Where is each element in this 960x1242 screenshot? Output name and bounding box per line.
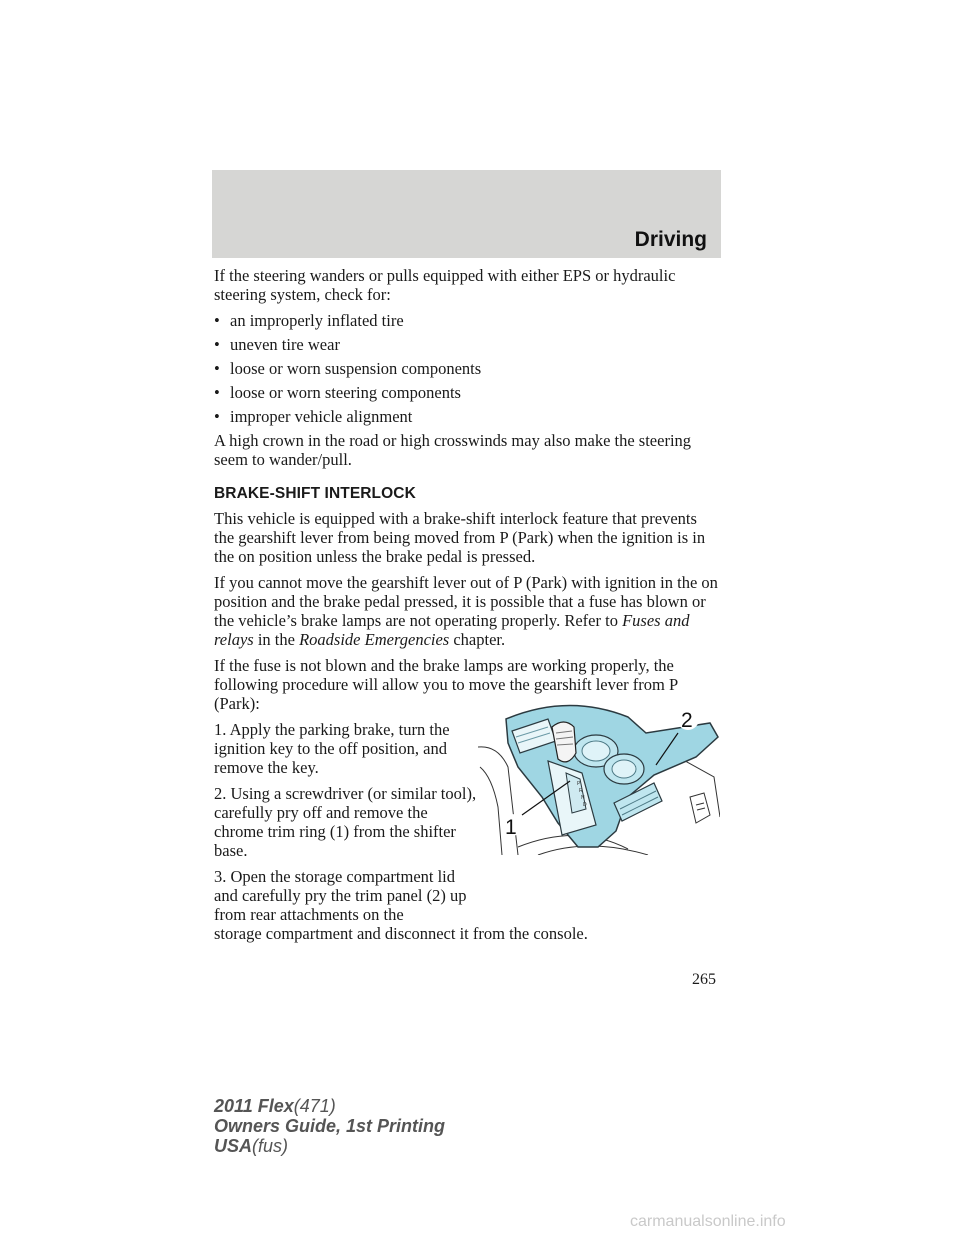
step-3: [214, 867, 720, 943]
gear-letter-d: D: [583, 802, 587, 808]
bullet-icon: •: [214, 335, 220, 354]
fuses-reference: Fuses and relays: [214, 611, 690, 649]
bullet-icon: •: [214, 383, 220, 402]
bullet-icon: •: [214, 407, 220, 426]
section-header-band: [212, 170, 721, 258]
page-number: 265: [692, 971, 716, 988]
list-item: • loose or worn suspension components: [214, 359, 482, 378]
gear-letter-p: P: [577, 781, 581, 787]
step-1: 1. Apply the parking brake, turn the ignition key to the off position, and remove the key.: [214, 720, 450, 777]
list-item: • improper vehicle alignment: [214, 407, 413, 426]
step-3-wrapped-part: 3. Open the storage compartment lid and carefully pry the trim panel (2) up from rear attachments on the: [214, 867, 467, 924]
roadside-reference: Roadside Emergencies: [299, 630, 450, 649]
steering-intro: If the steering wanders or pulls equipped with either EPS or hydraulic steering system, check for:: [214, 266, 676, 304]
callout-2-label: 2: [681, 709, 693, 732]
bullet-icon: •: [214, 311, 220, 330]
bullet-icon: •: [214, 359, 220, 378]
callout-1-label: 1: [505, 816, 517, 839]
watermark-text[interactable]: carmanualsonline.info: [630, 1213, 786, 1230]
footer-line-2: Owners Guide, 1st Printing: [214, 1116, 446, 1136]
cannot-move-paragraph: If you cannot move the gearshift lever out of P (Park) with ignition in the on position and the brake pedal pressed, it is possible that a fuse has blown or the vehicle’s brake lamps are not operating properly. Refer to Fuses and relays in the Roadside Emergencies chapter.: [214, 573, 718, 649]
list-item: • an improperly inflated tire: [214, 311, 404, 330]
gear-letter-n: N: [581, 795, 585, 801]
gear-letter-r: R: [579, 788, 583, 794]
procedure-intro: If the fuse is not blown and the brake lamps are working properly, the following procedure will allow you to move the gearshift lever from P (Park):: [214, 656, 678, 713]
console-illustration: [478, 697, 720, 855]
list-item: • loose or worn steering components: [214, 383, 461, 402]
section-title: Driving: [634, 228, 707, 251]
step-3-full-width-part: storage compartment and disconnect it from the console.: [214, 924, 588, 943]
interlock-description: This vehicle is equipped with a brake-shift interlock feature that prevents the gearshift lever from being moved from P (Park) when the ignition is in the on position unless the brake pedal is pressed.: [214, 509, 706, 566]
footer-line-3: USA(fus): [214, 1136, 289, 1156]
footer-line-1: 2011 Flex(471): [214, 1096, 336, 1116]
print-footer: [214, 1096, 445, 1156]
step-2: 2. Using a screwdriver (or similar tool), carefully pry off and remove the chrome trim ring (1) from the shifter base.: [214, 784, 477, 860]
crown-note: A high crown in the road or high crosswinds may also make the steering seem to wander/pull.: [214, 431, 692, 469]
list-item: • uneven tire wear: [214, 335, 340, 354]
section-heading: BRAKE-SHIFT INTERLOCK: [214, 485, 416, 502]
